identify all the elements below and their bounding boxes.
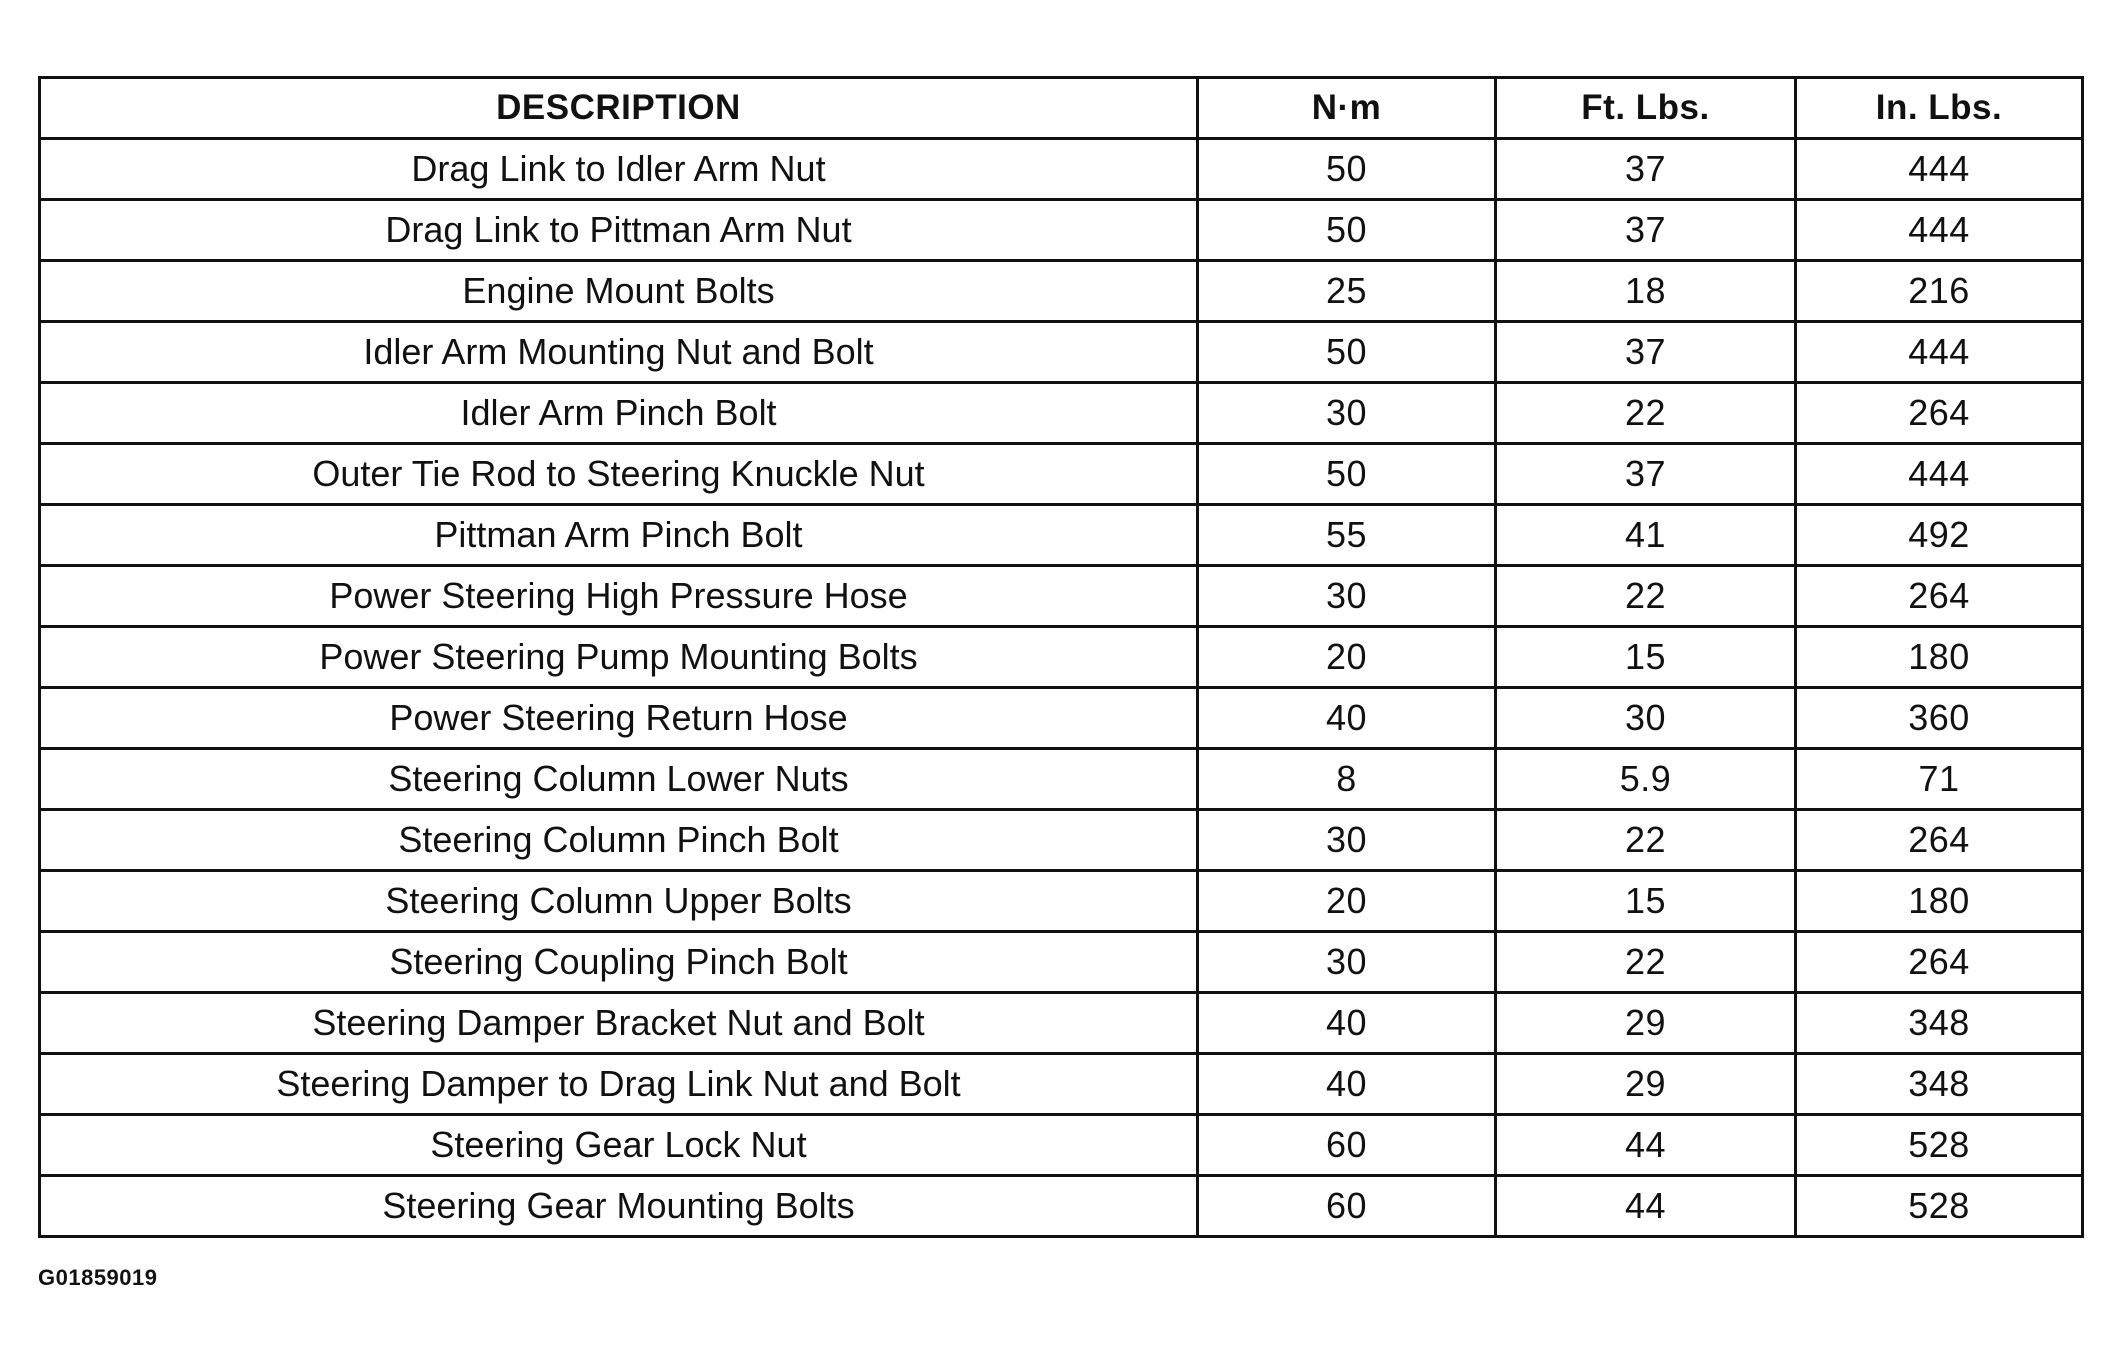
cell-newton-meters: 20	[1198, 871, 1496, 932]
cell-newton-meters: 50	[1198, 139, 1496, 200]
table-row	[40, 1176, 2083, 1237]
cell-foot-pounds: 5.9	[1496, 749, 1796, 810]
cell-description: Power Steering Pump Mounting Bolts	[40, 627, 1198, 688]
cell-foot-pounds: 22	[1496, 383, 1796, 444]
cell-description: Idler Arm Pinch Bolt	[40, 383, 1198, 444]
cell-foot-pounds: 15	[1496, 871, 1796, 932]
cell-foot-pounds: 37	[1496, 200, 1796, 261]
cell-foot-pounds: 44	[1496, 1115, 1796, 1176]
header-newton-meters: N·m	[1198, 78, 1496, 139]
table-body	[40, 139, 2083, 1237]
table-row	[40, 810, 2083, 871]
cell-newton-meters: 55	[1198, 505, 1496, 566]
cell-description: Steering Damper to Drag Link Nut and Bolt	[40, 1054, 1198, 1115]
cell-inch-pounds: 264	[1796, 810, 2083, 871]
cell-foot-pounds: 41	[1496, 505, 1796, 566]
cell-newton-meters: 25	[1198, 261, 1496, 322]
header-inch-pounds: In. Lbs.	[1796, 78, 2083, 139]
cell-newton-meters: 40	[1198, 1054, 1496, 1115]
cell-newton-meters: 40	[1198, 993, 1496, 1054]
cell-inch-pounds: 180	[1796, 871, 2083, 932]
cell-newton-meters: 60	[1198, 1176, 1496, 1237]
cell-foot-pounds: 30	[1496, 688, 1796, 749]
cell-inch-pounds: 264	[1796, 383, 2083, 444]
cell-foot-pounds: 29	[1496, 1054, 1796, 1115]
cell-foot-pounds: 22	[1496, 810, 1796, 871]
cell-description: Steering Coupling Pinch Bolt	[40, 932, 1198, 993]
cell-description: Engine Mount Bolts	[40, 261, 1198, 322]
cell-foot-pounds: 18	[1496, 261, 1796, 322]
cell-inch-pounds: 71	[1796, 749, 2083, 810]
cell-foot-pounds: 37	[1496, 139, 1796, 200]
cell-newton-meters: 20	[1198, 627, 1496, 688]
cell-inch-pounds: 444	[1796, 139, 2083, 200]
cell-inch-pounds: 492	[1796, 505, 2083, 566]
cell-description: Steering Column Upper Bolts	[40, 871, 1198, 932]
cell-foot-pounds: 22	[1496, 566, 1796, 627]
cell-inch-pounds: 216	[1796, 261, 2083, 322]
cell-newton-meters: 50	[1198, 322, 1496, 383]
cell-description: Power Steering Return Hose	[40, 688, 1198, 749]
cell-inch-pounds: 264	[1796, 932, 2083, 993]
cell-foot-pounds: 44	[1496, 1176, 1796, 1237]
table-row	[40, 688, 2083, 749]
cell-foot-pounds: 29	[1496, 993, 1796, 1054]
table-row	[40, 139, 2083, 200]
cell-description: Idler Arm Mounting Nut and Bolt	[40, 322, 1198, 383]
cell-newton-meters: 40	[1198, 688, 1496, 749]
cell-inch-pounds: 348	[1796, 1054, 2083, 1115]
cell-foot-pounds: 37	[1496, 444, 1796, 505]
cell-foot-pounds: 37	[1496, 322, 1796, 383]
cell-description: Drag Link to Pittman Arm Nut	[40, 200, 1198, 261]
cell-foot-pounds: 15	[1496, 627, 1796, 688]
cell-inch-pounds: 180	[1796, 627, 2083, 688]
table-row	[40, 444, 2083, 505]
header-row	[40, 78, 2083, 139]
cell-description: Steering Gear Lock Nut	[40, 1115, 1198, 1176]
cell-description: Power Steering High Pressure Hose	[40, 566, 1198, 627]
cell-description: Pittman Arm Pinch Bolt	[40, 505, 1198, 566]
table-row	[40, 200, 2083, 261]
cell-inch-pounds: 444	[1796, 444, 2083, 505]
table-row	[40, 566, 2083, 627]
figure-id: G01859019	[38, 1265, 158, 1290]
header-description: DESCRIPTION	[40, 78, 1198, 139]
table-row	[40, 261, 2083, 322]
table-header	[40, 78, 2083, 139]
cell-description: Outer Tie Rod to Steering Knuckle Nut	[40, 444, 1198, 505]
table-row	[40, 749, 2083, 810]
cell-newton-meters: 8	[1198, 749, 1496, 810]
cell-newton-meters: 30	[1198, 810, 1496, 871]
cell-newton-meters: 30	[1198, 566, 1496, 627]
cell-newton-meters: 50	[1198, 200, 1496, 261]
table-row	[40, 383, 2083, 444]
cell-foot-pounds: 22	[1496, 932, 1796, 993]
table-row	[40, 505, 2083, 566]
cell-newton-meters: 30	[1198, 932, 1496, 993]
table-row	[40, 627, 2083, 688]
cell-inch-pounds: 444	[1796, 322, 2083, 383]
table-row	[40, 1054, 2083, 1115]
cell-newton-meters: 30	[1198, 383, 1496, 444]
cell-inch-pounds: 444	[1796, 200, 2083, 261]
torque-spec-table	[38, 76, 2084, 1238]
cell-inch-pounds: 264	[1796, 566, 2083, 627]
cell-inch-pounds: 528	[1796, 1115, 2083, 1176]
cell-inch-pounds: 528	[1796, 1176, 2083, 1237]
cell-description: Steering Column Pinch Bolt	[40, 810, 1198, 871]
table-row	[40, 1115, 2083, 1176]
cell-newton-meters: 60	[1198, 1115, 1496, 1176]
cell-description: Drag Link to Idler Arm Nut	[40, 139, 1198, 200]
table-row	[40, 322, 2083, 383]
cell-description: Steering Gear Mounting Bolts	[40, 1176, 1198, 1237]
cell-inch-pounds: 360	[1796, 688, 2083, 749]
table-row	[40, 871, 2083, 932]
cell-description: Steering Column Lower Nuts	[40, 749, 1198, 810]
table-row	[40, 932, 2083, 993]
table-row	[40, 993, 2083, 1054]
cell-inch-pounds: 348	[1796, 993, 2083, 1054]
cell-newton-meters: 50	[1198, 444, 1496, 505]
cell-description: Steering Damper Bracket Nut and Bolt	[40, 993, 1198, 1054]
header-foot-pounds: Ft. Lbs.	[1496, 78, 1796, 139]
